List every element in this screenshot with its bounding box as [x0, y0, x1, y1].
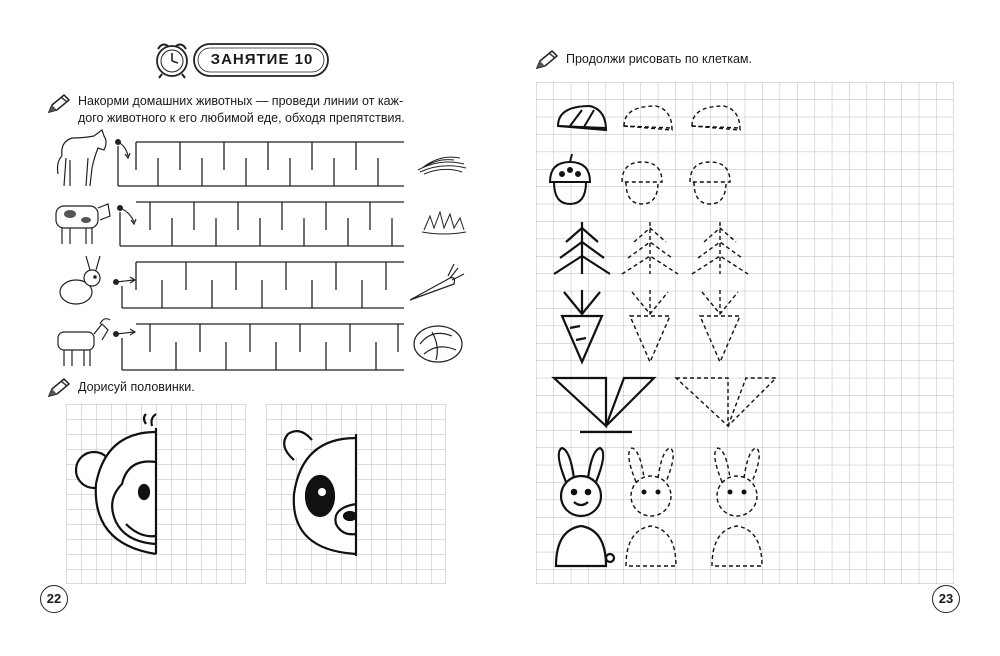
horse-icon	[58, 130, 107, 186]
task1-line1: Накорми домашних животных — проведи линии от каж-	[78, 94, 404, 108]
hay-icon	[418, 157, 466, 174]
task1-line2: дого животного к его любимой еде, обходя препятствия.	[78, 111, 405, 125]
grass-icon	[422, 212, 466, 234]
carrot-icon	[410, 264, 464, 300]
rabbit-icon	[60, 256, 100, 304]
monkey-grid	[66, 404, 246, 584]
pencil-icon	[534, 48, 560, 72]
maze-row-rabbit	[60, 256, 464, 308]
drawing-grid	[536, 82, 954, 584]
page-number-left: 22	[40, 585, 68, 613]
cabbage-icon	[414, 326, 462, 362]
pencil-icon	[46, 376, 72, 400]
lesson-title: ЗАНЯТИЕ 10	[210, 51, 314, 68]
pencil-icon	[46, 92, 72, 116]
maze-area	[40, 128, 480, 380]
right-page	[500, 0, 1000, 656]
maze-row-goat	[58, 319, 462, 370]
cow-icon	[56, 204, 110, 244]
panda-grid	[266, 404, 446, 584]
page-number-right: 23	[932, 585, 960, 613]
task2-text: Дорисуй половинки.	[78, 380, 195, 394]
maze-row-cow	[56, 202, 466, 246]
lesson-header	[150, 40, 330, 80]
goat-icon	[58, 319, 110, 366]
maze-row-horse	[58, 130, 467, 186]
task3-text: Продолжи рисовать по клеткам.	[566, 52, 752, 66]
